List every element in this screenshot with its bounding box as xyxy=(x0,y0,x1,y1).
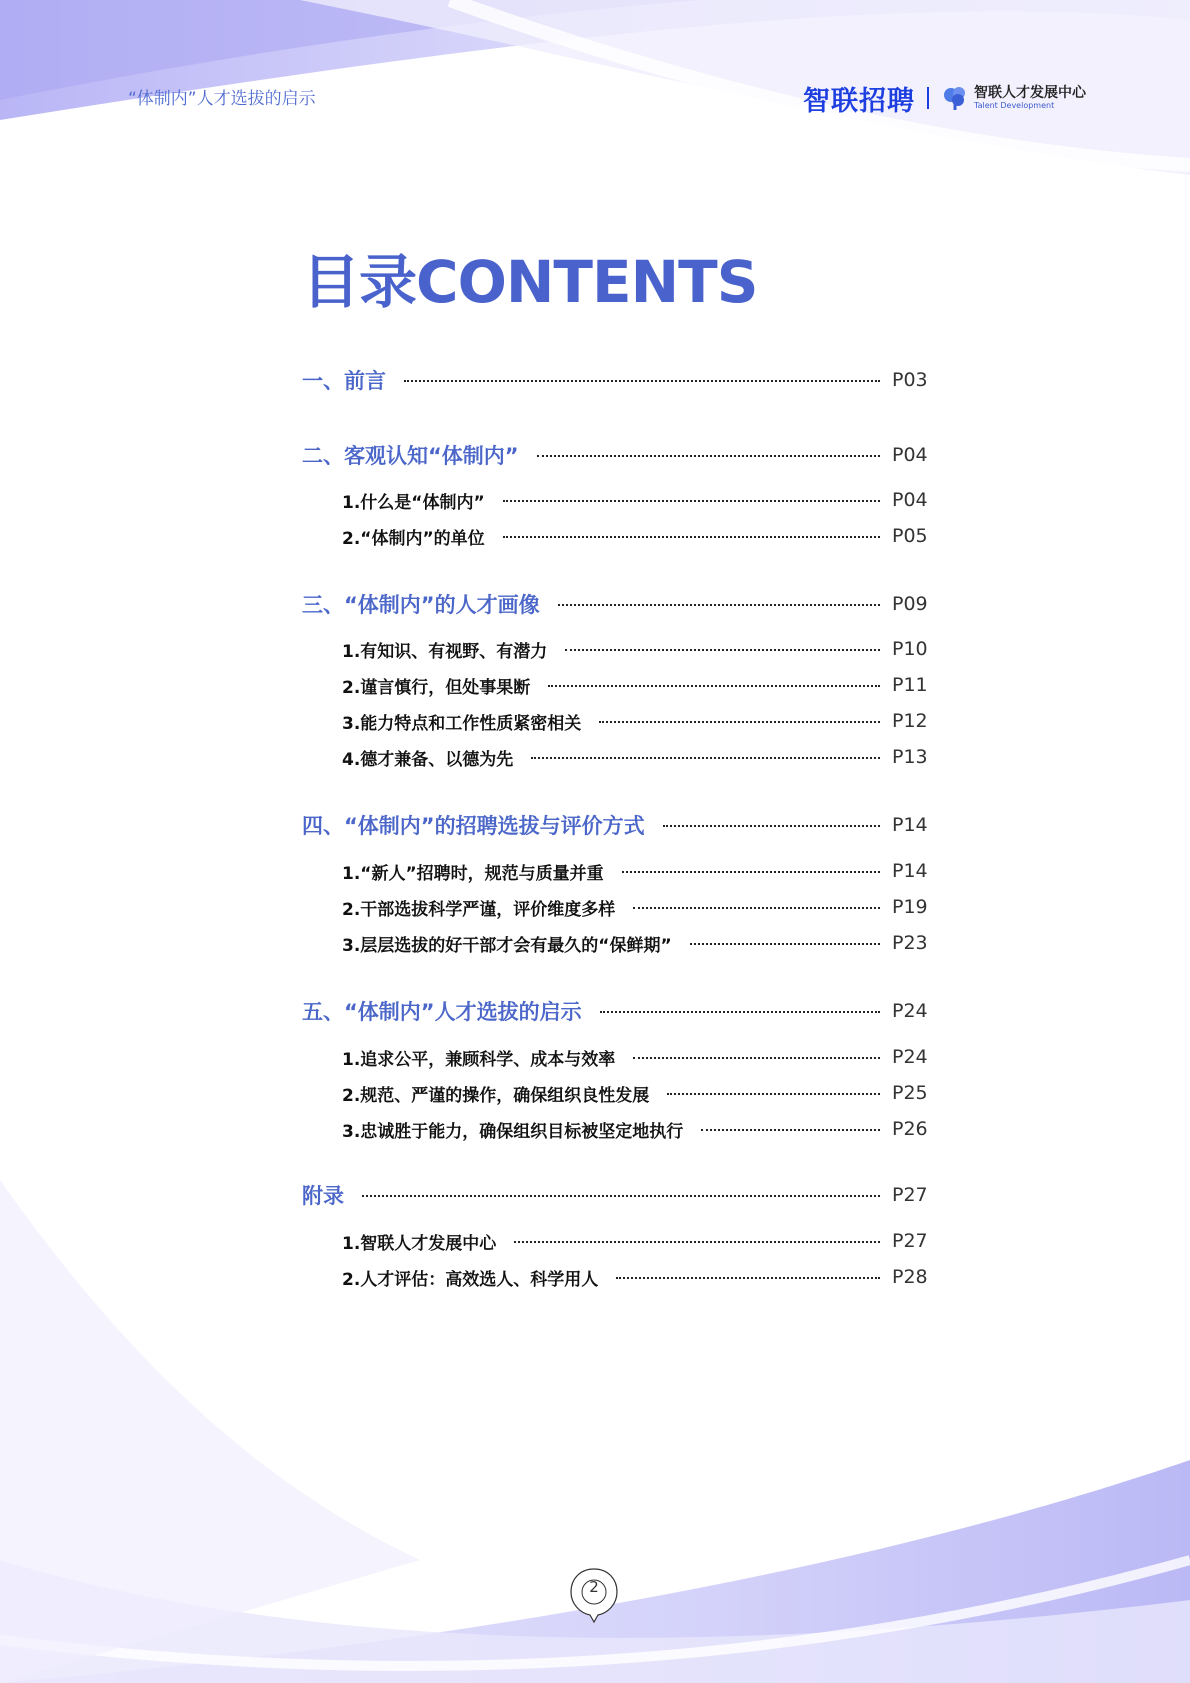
toc-entry-label: 4.德才兼备、以德为先 xyxy=(342,749,514,770)
toc-entry-page: P10 xyxy=(892,638,928,660)
toc-section-entry[interactable] xyxy=(302,365,926,395)
toc-subsection-entry[interactable] xyxy=(342,1114,926,1144)
toc-entry-label: 2.规范、严谨的操作，确保组织良性发展 xyxy=(342,1085,650,1106)
toc-section-entry[interactable] xyxy=(302,810,926,840)
toc-entry-page: P28 xyxy=(892,1266,928,1288)
toc-entry-page: P14 xyxy=(892,814,928,836)
page-number-badge xyxy=(568,1566,620,1626)
toc-entry-label: 2.“体制内”的单位 xyxy=(342,528,485,549)
toc-dot-leader xyxy=(537,455,880,457)
toc-entry-page: P03 xyxy=(892,369,928,391)
toc-subsection-entry[interactable] xyxy=(342,1226,926,1256)
toc-entry-page: P24 xyxy=(892,1046,928,1068)
toc-subsection-entry[interactable] xyxy=(342,706,926,736)
toc-section-entry[interactable] xyxy=(302,996,926,1026)
toc-entry-page: P14 xyxy=(892,860,928,882)
toc-entry-page: P25 xyxy=(892,1082,928,1104)
toc-dot-leader xyxy=(503,536,880,538)
toc-subsection-entry[interactable] xyxy=(342,485,926,515)
toc-entry-page: P19 xyxy=(892,896,928,918)
toc-dot-leader xyxy=(633,907,880,909)
toc-entry-label: 五、“体制内”人才选拔的启示 xyxy=(302,1000,582,1024)
toc-dot-leader xyxy=(599,721,880,723)
toc-section-entry[interactable] xyxy=(302,440,926,470)
toc-entry-label: 2.干部选拔科学严谨，评价维度多样 xyxy=(342,899,616,920)
toc-subsection-entry[interactable] xyxy=(342,856,926,886)
toc-subsection-entry[interactable] xyxy=(342,1078,926,1108)
document-title: “体制内”人才选拔的启示 xyxy=(128,89,316,109)
toc-entry-label: 1.有知识、有视野、有潜力 xyxy=(342,641,548,662)
toc-dot-leader xyxy=(548,685,880,687)
toc-dot-leader xyxy=(404,380,880,382)
toc-dot-leader xyxy=(690,943,880,945)
toc-subsection-entry[interactable] xyxy=(342,742,926,772)
toc-subsection-entry[interactable] xyxy=(342,1262,926,1292)
toc-entry-label: 2.谨言慎行，但处事果断 xyxy=(342,677,531,698)
zhaopin-logo-text: 智联招聘 xyxy=(803,85,915,117)
toc-dot-leader xyxy=(531,757,880,759)
toc-dot-leader xyxy=(503,500,880,502)
toc-section-entry[interactable] xyxy=(302,1180,926,1210)
toc-dot-leader xyxy=(622,871,880,873)
toc-dot-leader xyxy=(600,1011,880,1013)
toc-entry-label: 1.“新人”招聘时，规范与质量并重 xyxy=(342,863,604,884)
toc-entry-page: P04 xyxy=(892,489,928,511)
toc-entry-page: P23 xyxy=(892,932,928,954)
toc-dot-leader xyxy=(558,604,880,606)
toc-entry-label: 3.层层选拔的好干部才会有最久的“保鲜期” xyxy=(342,935,672,956)
toc-subsection-entry[interactable] xyxy=(342,892,926,922)
toc-entry-label: 一、前言 xyxy=(302,369,386,393)
toc-entry-page: P05 xyxy=(892,525,928,547)
toc-subsection-entry[interactable] xyxy=(342,928,926,958)
toc-dot-leader xyxy=(701,1129,880,1131)
toc-entry-page: P24 xyxy=(892,1000,928,1022)
talent-center-en: Talent Development xyxy=(974,101,1055,110)
toc-dot-leader xyxy=(633,1057,880,1059)
toc-subsection-entry[interactable] xyxy=(342,1042,926,1072)
toc-entry-label: 附录 xyxy=(302,1184,344,1208)
toc-entry-label: 3.忠诚胜于能力，确保组织目标被坚定地执行 xyxy=(342,1121,684,1142)
toc-subsection-entry[interactable] xyxy=(342,670,926,700)
toc-entry-label: 2.人才评估：高效选人、科学用人 xyxy=(342,1269,599,1290)
toc-subsection-entry[interactable] xyxy=(342,634,926,664)
toc-entry-label: 二、客观认知“体制内” xyxy=(302,444,519,468)
toc-entry-page: P04 xyxy=(892,444,928,466)
toc-dot-leader xyxy=(362,1195,880,1197)
toc-entry-label: 1.追求公平，兼顾科学、成本与效率 xyxy=(342,1049,616,1070)
toc-entry-page: P26 xyxy=(892,1118,928,1140)
toc-dot-leader xyxy=(616,1277,880,1279)
toc-entry-page: P27 xyxy=(892,1184,928,1206)
toc-entry-label: 1.智联人才发展中心 xyxy=(342,1233,497,1254)
toc-entry-label: 三、“体制内”的人才画像 xyxy=(302,593,540,617)
toc-entry-page: P13 xyxy=(892,746,928,768)
toc-dot-leader xyxy=(667,1093,880,1095)
page-number-bubble-icon xyxy=(568,1566,620,1626)
page-number: 2 xyxy=(589,1578,599,1596)
page-title: 目录CONTENTS xyxy=(302,248,758,316)
toc-entry-label: 四、“体制内”的招聘选拔与评价方式 xyxy=(302,814,645,838)
talent-center-name: 智联人才发展中心 xyxy=(974,85,1086,101)
toc-dot-leader xyxy=(565,649,880,651)
toc-entry-page: P27 xyxy=(892,1230,928,1252)
toc-dot-leader xyxy=(663,825,880,827)
toc-section-entry[interactable] xyxy=(302,589,926,619)
brand-logo xyxy=(803,80,1086,116)
logo-divider xyxy=(927,87,929,109)
toc-subsection-entry[interactable] xyxy=(342,521,926,551)
toc-entry-page: P12 xyxy=(892,710,928,732)
toc-entry-page: P11 xyxy=(892,674,928,696)
toc-entry-label: 3.能力特点和工作性质紧密相关 xyxy=(342,713,582,734)
talent-tree-icon xyxy=(941,84,969,112)
toc-entry-page: P09 xyxy=(892,593,928,615)
toc-dot-leader xyxy=(514,1241,880,1243)
toc-entry-label: 1.什么是“体制内” xyxy=(342,492,485,513)
